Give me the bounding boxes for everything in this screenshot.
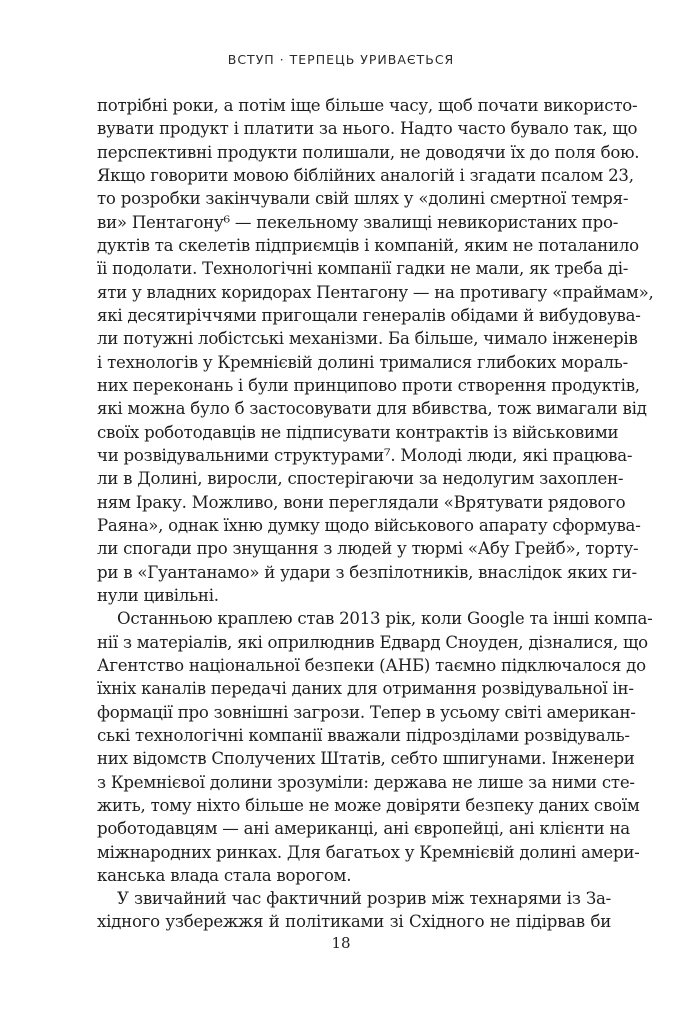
text-line: ням Іраку. Можливо, вони переглядали «Врятувати рядового xyxy=(97,492,626,512)
text-line: ли в Долині, виросли, спостерігаючи за недолугим захоплен- xyxy=(97,469,624,489)
text-line: них переконань і були принципово проти створення продуктів, xyxy=(97,375,640,395)
text-line: Раяна», однак їхню думку щодо військового апарату сформува- xyxy=(97,515,641,535)
running-head: ВСТУП · ТЕРПЕЦЬ УРИВАЄТЬСЯ xyxy=(227,52,455,67)
text-line: нії з матеріалів, які оприлюднив Едвард Сноуден, дізналися, що xyxy=(97,632,648,652)
text-line: яти у владних коридорах Пентагону — на противагу «праймам», xyxy=(97,282,654,302)
text-line: жить, тому ніхто більше не може довіряти безпеку даних своїм xyxy=(97,795,640,815)
text-line: ські технологічні компанії вважали підрозділами розвідуваль- xyxy=(97,725,630,745)
text-line: і технологів у Кремнієвій долині трималися глибоких мораль- xyxy=(97,352,628,372)
text-line: ли спогади про знущання з людей у тюрмі «Абу Грейб», торту- xyxy=(97,539,639,559)
text-line: які десятиріччями пригощали генералів обідами й вибудовува- xyxy=(97,305,641,325)
text-line: Якщо говорити мовою біблійних аналогій і згадати псалом 23, xyxy=(97,165,634,185)
text-line: які можна було б застосовувати для вбивства, тож вимагали від xyxy=(97,399,647,419)
text-line: ви» Пентагону⁶ — пекельному звалищі невикористаних про- xyxy=(97,212,619,232)
text-line: ли потужні лобістські механізми. Ба більше, чимало інженерів xyxy=(97,329,638,349)
text-line: формації про зовнішні загрози. Тепер в усьому світі американ- xyxy=(97,702,636,722)
text-line: з Кремнієвої долини зрозуміли: держава не лише за ними сте- xyxy=(97,772,635,792)
text-line: роботодавцям — ані американці, ані європейці, ані клієнти на xyxy=(97,819,630,839)
text-line: хідного узбережжя й політиками зі Східного не підірвав би xyxy=(97,912,611,932)
text-line: Останньою краплею став 2013 рік, коли Google та інші компа- xyxy=(117,609,653,629)
text-line: чи розвідувальними структурами⁷. Молоді люди, які працюва- xyxy=(97,445,633,465)
text-line: їхніх каналів передачі даних для отримання розвідувальної ін- xyxy=(97,679,634,699)
body-text xyxy=(97,94,654,934)
text-line: своїх роботодавців не підписувати контрактів із військовими xyxy=(97,422,619,442)
text-line: них відомств Сполучених Штатів, себто шпигунами. Інженери xyxy=(97,749,635,769)
text-line: канська влада стала ворогом. xyxy=(97,865,352,885)
text-line: вувати продукт і платити за нього. Надто часто бувало так, що xyxy=(97,119,638,139)
text-line: нули цивільні. xyxy=(97,585,219,605)
text-line: потрібні роки, а потім іще більше часу, щоб почати використо- xyxy=(97,96,638,115)
text-line: ри в «Гуантанамо» й удари з безпілотників, внаслідок яких ги- xyxy=(97,562,637,582)
text-line: Агентство національної безпеки (АНБ) таємно підключалося до xyxy=(97,655,646,675)
text-line: їі подолати. Технологічні компанії гадки не мали, як треба ді- xyxy=(97,259,629,279)
text-line: дуктів та скелетів підприємців і компаній, яким не поталанило xyxy=(97,235,639,255)
text-line: У звичайний час фактичний розрив між технарями із За- xyxy=(117,889,611,909)
text-line: міжнародних ринках. Для багатьох у Кремнієвій долині амери- xyxy=(97,842,640,862)
page-number: 18 xyxy=(331,934,351,952)
text-line: то розробки закінчували свій шлях у «долині смертної темря- xyxy=(97,189,629,209)
text-line: перспективні продукти полишали, не доводячи їх до поля бою. xyxy=(97,142,640,162)
